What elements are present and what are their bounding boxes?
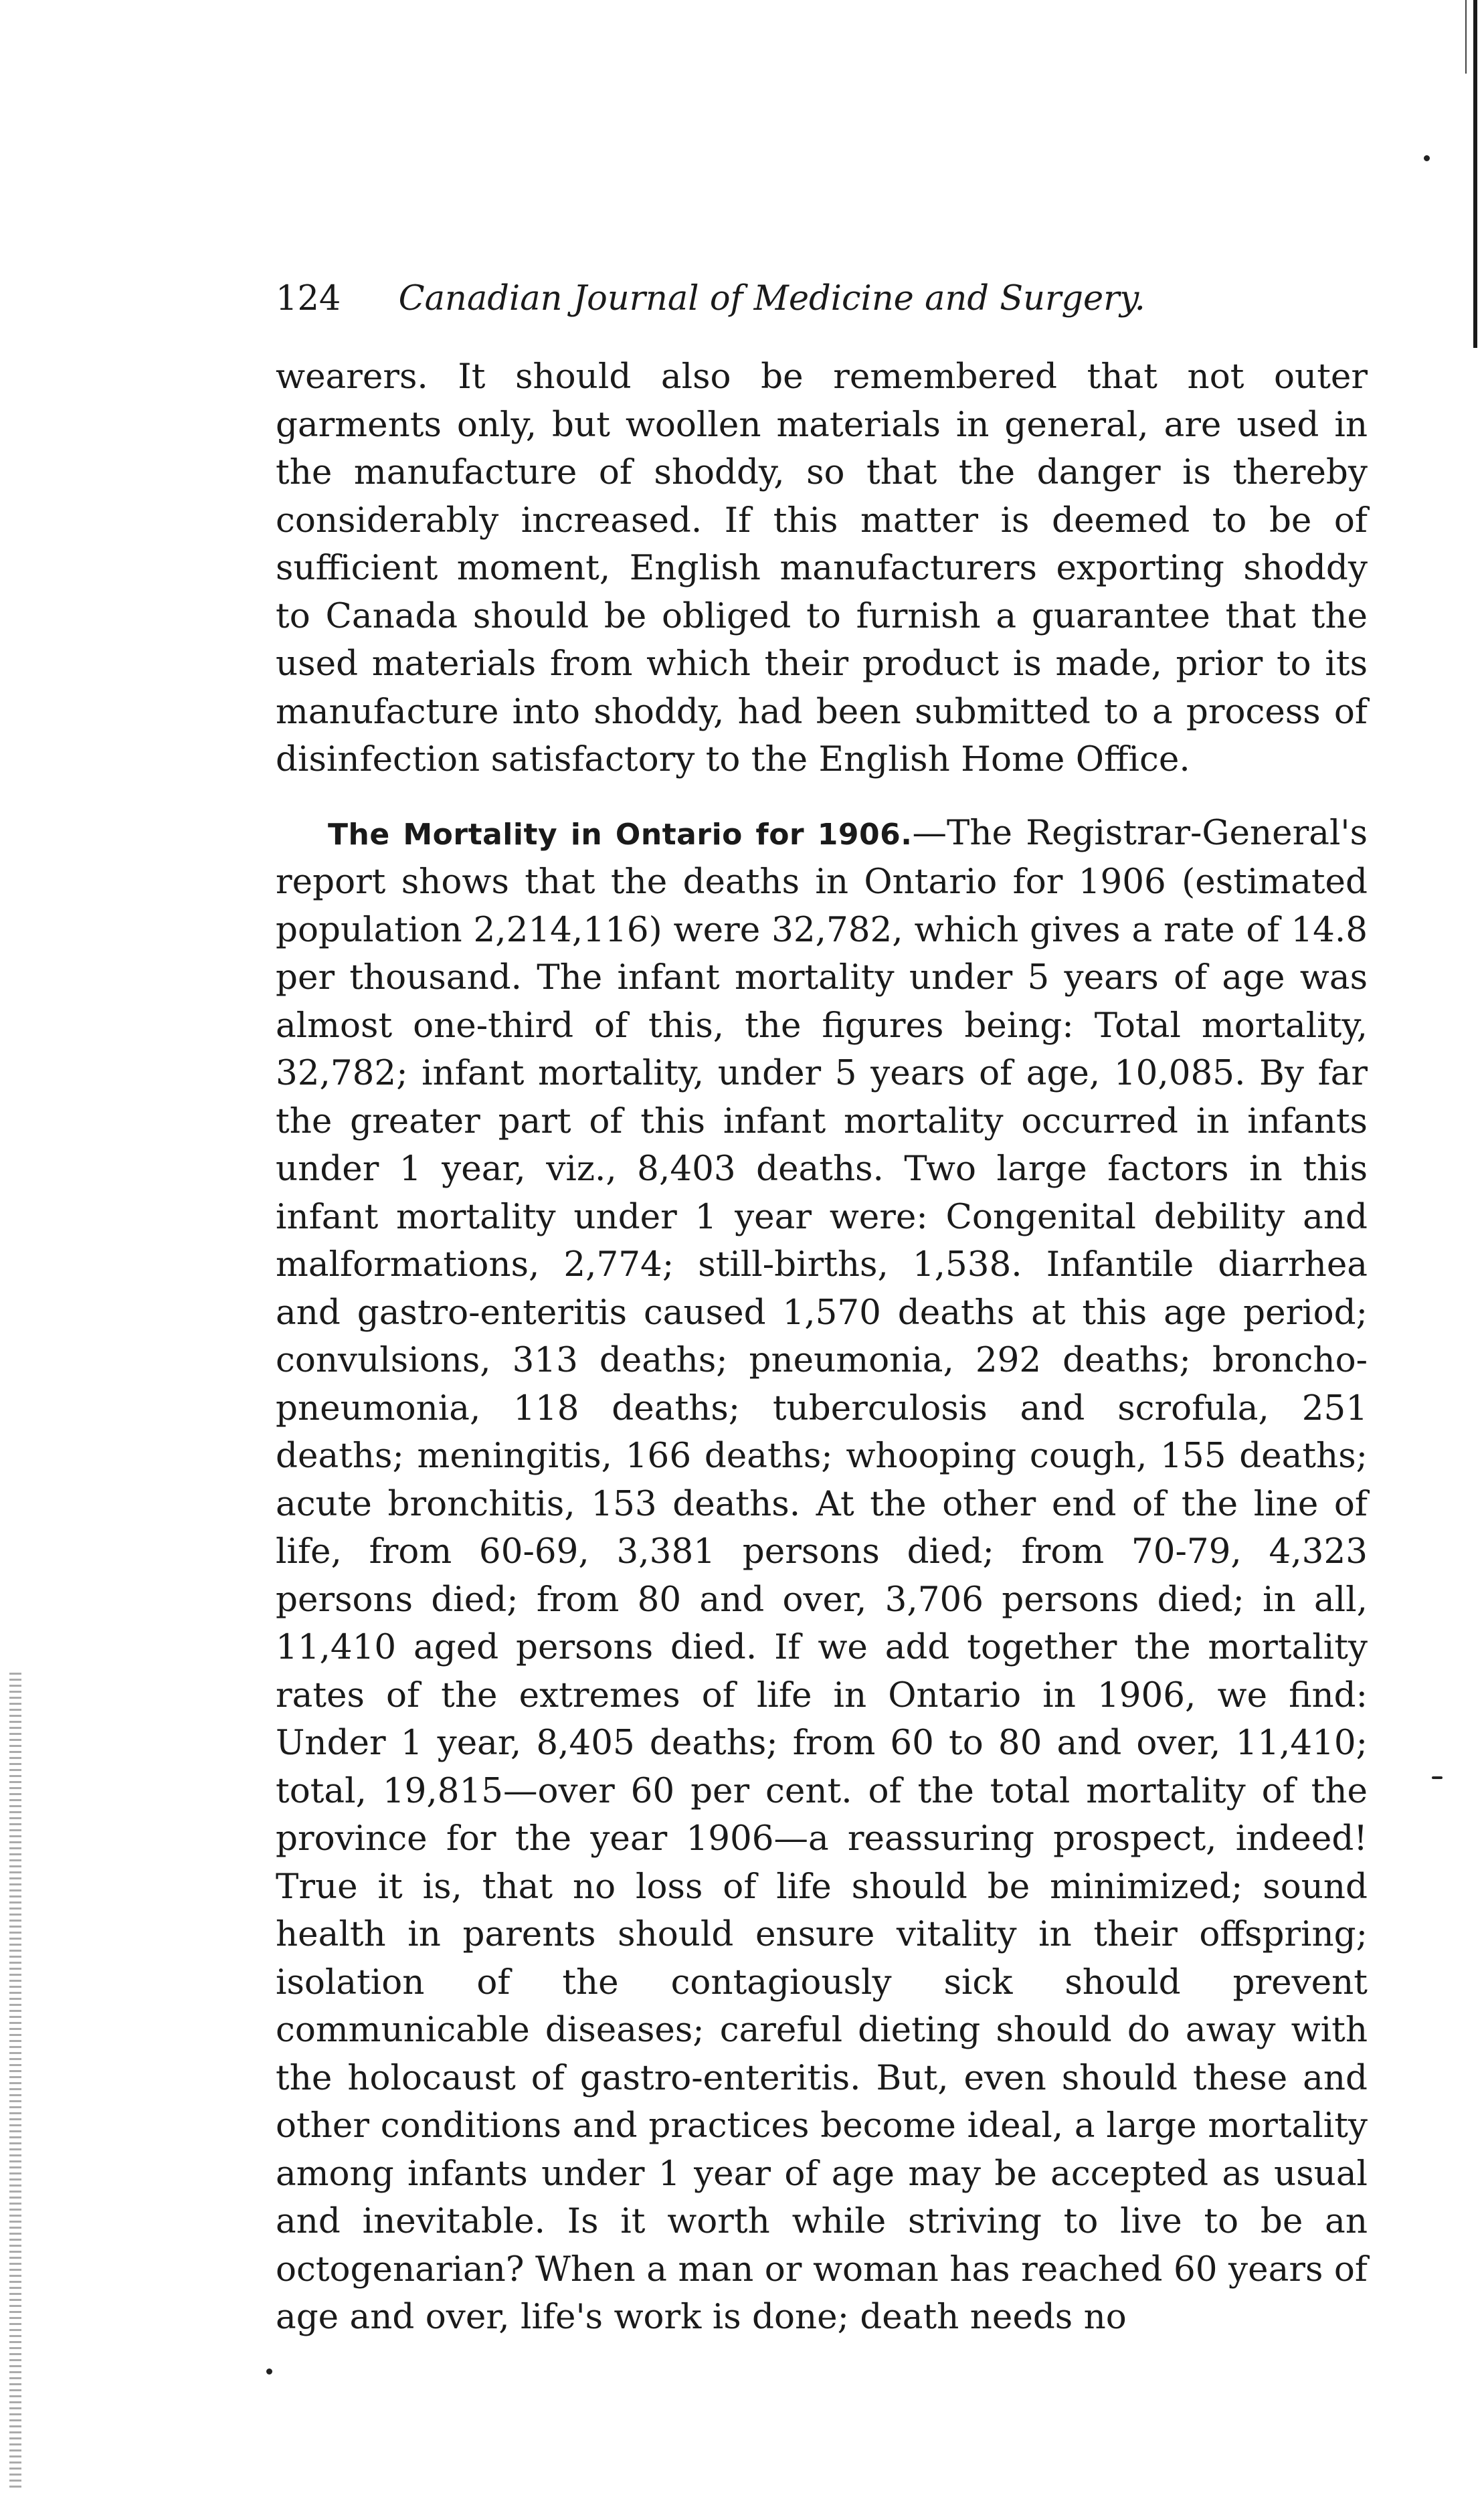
- scan-speck: [266, 2368, 272, 2375]
- scan-edge-artifact: [1473, 0, 1477, 348]
- continued-paragraph: wearers. It should also be remembered that not outer garments only, but woollen materials in general, are used in the manufacture of shoddy, so that the danger is thereby considerably increased. If this matter is deemed to be of sufficient moment, English manufacturers exporting shoddy to Canada should be obliged to furnish a guarantee that the used materials from which their product is made, prior to its manufacture into shoddy, had been submitted to a process of disinfection satisfactory to the English Home Office.: [276, 357, 1368, 779]
- scan-edge-artifact: [1465, 0, 1467, 74]
- scan-speck: [1432, 1776, 1443, 1779]
- scan-speck: [1424, 155, 1430, 161]
- article-title: The Mortality in Ontario for 1906.: [328, 817, 913, 852]
- page-body: [276, 353, 1368, 2342]
- article-text: —The Registrar-General's report shows that the deaths in Ontario for 1906 (estimated population 2,214,116) were 32,782, which gives a rate of 14.8 per thousand. The infant mortality under 5 years of age was almost one-third of this, the figures being: Total mortality, 32,782; infant mortality, under 5 years of age, 10,085. By far the greater part of this infant mortality occurred in infants under 1 year, viz., 8,403 deaths. Two large factors in this infant mortality under 1 year were: Congenital debility and malformations, 2,774; still-births, 1,538. Infantile diarrhea and gastro-enteritis caused 1,570 deaths at this age period; convulsions, 313 deaths; pneumonia, 292 deaths; broncho-pneumonia, 118 deaths; tuberculosis and scrofula, 251 deaths; meningitis, 166 deaths; whooping cough, 155 deaths; acute bronchitis, 153 deaths. At the other end of the line of life, from 60-69, 3,381 persons died; from 70-79, 4,323 persons died; from 80 and over, 3,706 persons died; in all, 11,410 aged persons died. If we add together the mortality rates of the extremes of life in Ontario in 1906, we find: Under 1 year, 8,405 deaths; from 60 to 80 and over, 11,410; total, 19,815—over 60 per cent. of the total mortality of the province for the year 1906—a reassuring prospect, indeed! True it is, that no loss of life should be minimized; sound health in parents should ensure vitality in their offspring; isolation of the contagiously sick should prevent communicable diseases; careful dieting should do away with the holocaust of gastro-enteritis. But, even should these and other conditions and practices become ideal, a large mortality among infants under 1 year of age may be accepted as usual and inevitable. Is it worth while striving to live to be an octogenarian? When a man or woman has reached 60 years of age and over, life's work is done; death needs no: [276, 812, 1368, 2337]
- article-paragraph: [276, 810, 1368, 2342]
- running-header: [276, 276, 1346, 322]
- page-number: 124: [276, 279, 341, 318]
- journal-title: Canadian Journal of Medicine and Surgery.: [398, 279, 1145, 318]
- scan-edge-artifact: [9, 1673, 21, 2489]
